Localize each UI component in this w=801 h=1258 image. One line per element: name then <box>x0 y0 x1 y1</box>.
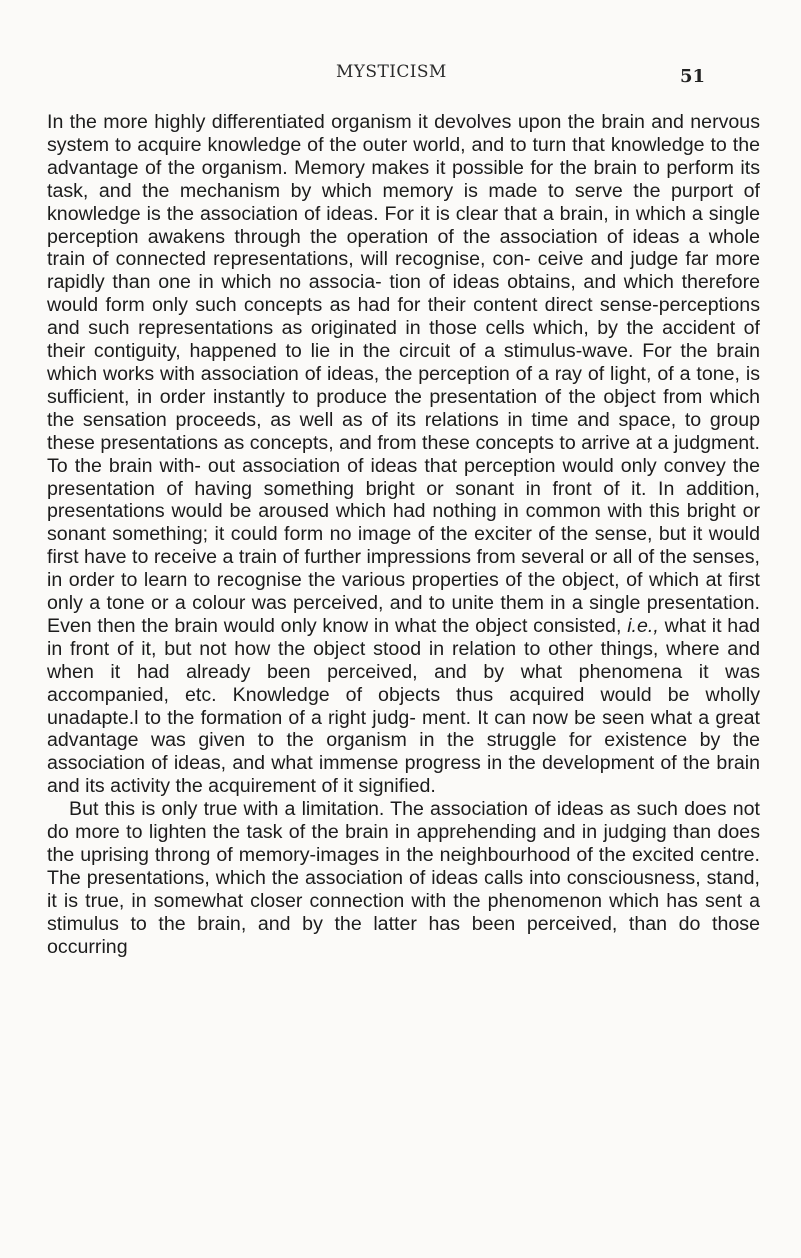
paragraph-2: But this is only true with a limitation. The association of ideas as such does not do more to lighten the task of the brain in apprehending and in judging than does the uprising throng of memory-images in the neighbourhood of the excited centre. The presentations, which the association of ideas calls into consciousness, stand, it is true, in somewhat closer connection with the phenomenon which has sent a stimulus to the brain, and by the latter has been perceived, than do those occurring <box>47 798 760 958</box>
paragraph-1-text-b: what it had in front of it, but not how the object stood in relation to other things, where and when it had already been perceived, and by what phenomena it was accompanied, etc. Knowledge of objects thus acquired would be wholly unadapte.l to the formation of a right judg- ment. It can now be seen what a great advantage was given to the organism in the struggle for existence by the association of ideas, and what immense progress in the development of the brain and its activity the acquirement of it signified. <box>47 614 760 798</box>
running-head: MYSTICISM <box>336 62 447 82</box>
paragraph-1 <box>47 111 760 798</box>
paragraph-1-italic: i.e., <box>627 614 659 637</box>
page-number: 51 <box>680 66 706 87</box>
paragraph-1-text-a: In the more highly differentiated organism it devolves upon the brain and nervous system to acquire knowledge of the outer world, and to turn that knowledge to the advantage of the organism. Memory makes it possible for the brain to perform its task, and the mechanism by which memory is made to serve the purport of knowledge is the association of ideas. For it is clear that a brain, in which a single perception awakens through the operation of the association of ideas a whole train of connected representations, will recognise, con- ceive and judge far more rapidly than one in which no associa- tion of ideas obtains, and which therefore would form only such concepts as had for their content direct sense-perceptions and such representations as originated in those cells which, by the accident of their contiguity, happened to lie in the circuit of a stimulus-wave. For the brain which works with association of ideas, the perception of a ray of light, of a tone, is sufficient, in order instantly to produce the presentation of the object from which the sensation proceeds, as well as of its relations in time and space, to group these presentations as concepts, and from these concepts to arrive at a judgment. To the brain with- out association of ideas that perception would only convey the presentation of having something bright or sonant in front of it. In addition, presentations would be aroused which had nothing in common with this bright or sonant something; it could form no image of the exciter of the sense, but it would first have to receive a train of further impressions from several or all of the senses, in order to learn to recognise the various properties of the object, of which at first only a tone or a colour was perceived, and to unite them in a single presentation. Even then the brain would only know in what the object consisted, <box>47 111 760 637</box>
body-text <box>47 111 760 959</box>
